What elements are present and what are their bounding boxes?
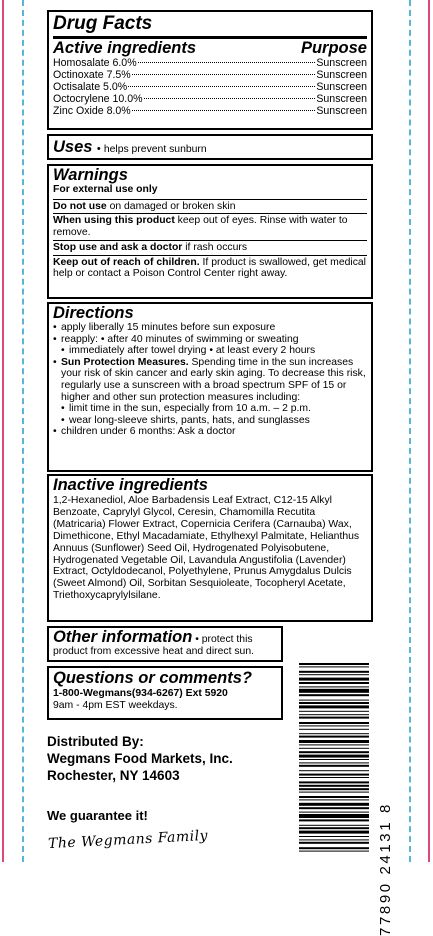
- warnings-heading: Warnings: [53, 166, 128, 184]
- barcode-bar: [299, 729, 369, 730]
- left-edge-line: [2, 0, 4, 862]
- barcode-bar: [299, 755, 369, 758]
- barcode-bar: [299, 781, 369, 783]
- inactive-ingredients-text: 1,2-Hexanediol, Aloe Barbadensis Leaf Extract, C12-15 Alkyl Benzoate, Caprylyl Glycol, Ceresin, Chamomilla Recutita (Matricaria) Flower Extract, Copernicia Cerifera (Carnauba) Wax, Dimethicone, Ethyl Macadamiate, Ethylhexyl Palmitate, Helianthus Annuus (Sunflower) Seed Oil, Hydrogenated Polyisobutene, Hydrogenated Vegetable Oil, Lavandula Angustifolia (Lavender) Extract, Octyldodecanol, Polyethylene, Prunus Amygdalus Dulcis (Sweet Almond) Oil, Sorbitan Sesquioleate, Tocopheryl Acetate, Triethoxycaprylylsilane.: [53, 495, 360, 602]
- barcode-bar: [299, 689, 369, 693]
- barcode-bars: [299, 663, 369, 856]
- barcode-bar: [299, 819, 369, 821]
- left-dashed-guide: [22, 0, 24, 862]
- questions-box: [47, 666, 283, 720]
- ingredient-purpose: Sunscreen: [316, 105, 367, 117]
- barcode-bar: [299, 788, 369, 790]
- barcode-bar: [299, 851, 369, 852]
- barcode-bar: [299, 759, 369, 760]
- barcode-bar: [299, 807, 369, 809]
- right-dashed-guide: [409, 0, 411, 862]
- distributor-city: Rochester, NY 14603: [47, 768, 180, 783]
- other-information-heading: Other information: [53, 628, 193, 646]
- ingredient-name: Octinoxate 7.5%: [53, 69, 131, 81]
- barcode-bar: [299, 740, 369, 743]
- keep-out-warning: Keep out of reach of children. If product is swallowed, get medical help or contact a Poison Control Center right away.: [53, 256, 366, 280]
- directions-box: [47, 302, 373, 472]
- ingredient-purpose: Sunscreen: [316, 93, 367, 105]
- distributor-company: Wegmans Food Markets, Inc.: [47, 751, 233, 766]
- other-information-text: protect this product from excessive heat and direct sun.: [53, 634, 254, 657]
- barcode-bar: [299, 785, 369, 787]
- ingredient-name: Octocrylene 10.0%: [53, 93, 143, 105]
- barcode-bar: [299, 814, 369, 818]
- barcode-bar: [299, 682, 369, 684]
- barcode-bar: [299, 666, 369, 667]
- guarantee-text: We guarantee it!: [47, 808, 148, 823]
- questions-heading: Questions or comments?: [53, 669, 252, 687]
- barcode-bar: [299, 762, 369, 763]
- ingredient-row: [53, 81, 367, 93]
- uses-heading: Uses: [53, 138, 93, 156]
- purpose-heading: Purpose: [300, 39, 367, 57]
- barcode-bar: [299, 702, 369, 704]
- ingredient-purpose: Sunscreen: [316, 57, 367, 69]
- barcode-bar: [299, 678, 369, 681]
- direction-item: • limit time in the sun, especially from 10 a.m. – 2 p.m.: [53, 403, 367, 415]
- barcode-bar: [299, 812, 369, 813]
- directions-list: [53, 322, 367, 438]
- barcode-bar: [299, 831, 369, 834]
- ingredient-name: Octisalate 5.0%: [53, 81, 128, 93]
- barcode-bar: [299, 751, 369, 753]
- barcode-bar: [299, 736, 369, 738]
- barcode-bar: [299, 827, 369, 829]
- barcode-bar: [299, 839, 369, 840]
- ingredient-name: Homosalate 6.0%: [53, 57, 137, 69]
- barcode-number: 77890 24131 8: [377, 802, 394, 936]
- warnings-box: [47, 164, 373, 299]
- direction-item: • wear long-sleeve shirts, pants, hats, and sunglasses: [53, 415, 367, 427]
- barcode-bar: [299, 777, 369, 778]
- ingredient-row: [53, 105, 367, 117]
- when-using-warning: When using this product keep out of eyes. Rinse with water to remove.: [53, 215, 348, 239]
- ingredient-row: [53, 69, 367, 81]
- barcode-bar: [299, 700, 369, 701]
- barcode-bar: [299, 714, 369, 715]
- directions-heading: Directions: [53, 304, 134, 322]
- barcode: [299, 663, 405, 936]
- direction-item: • Sun Protection Measures. Spending time in the sun increases your risk of skin cancer and early skin aging. To decrease this risk, regularly use a sunscreen with a broad spectrum SPF of 15 or higher and other sun protection measures including:: [53, 357, 367, 403]
- inactive-ingredients-heading: Inactive ingredients: [53, 476, 208, 494]
- barcode-bar: [299, 803, 369, 806]
- distributor-block: [47, 733, 233, 784]
- drug-facts-box: [47, 10, 373, 130]
- questions-phone: 1-800-Wegmans(934-6267) Ext 5920: [53, 688, 228, 699]
- barcode-bar: [299, 717, 369, 719]
- barcode-bar: [299, 796, 369, 798]
- barcode-bar: [299, 836, 369, 837]
- inactive-ingredients-box: [47, 474, 373, 622]
- other-information-box: Other information • protect this product from excessive heat and direct sun.: [47, 626, 283, 662]
- barcode-bar: [299, 663, 369, 665]
- uses-text: helps prevent sunburn: [103, 144, 207, 155]
- ingredient-list: [53, 57, 367, 117]
- ingredient-row: [53, 57, 367, 69]
- direction-item: • immediately after towel drying • at least every 2 hours: [53, 345, 367, 357]
- barcode-bar: [299, 799, 369, 800]
- do-not-use-warning: Do not use on damaged or broken skin: [53, 200, 236, 212]
- distributor-label: Distributed By:: [47, 734, 144, 749]
- barcode-bar: [299, 671, 369, 673]
- barcode-bar: [299, 847, 369, 849]
- barcode-bar: [299, 694, 369, 696]
- direction-item: • apply liberally 15 minutes before sun exposure: [53, 322, 367, 334]
- barcode-bar: [299, 765, 369, 767]
- barcode-bar: [299, 722, 369, 724]
- drug-facts-title: Drug Facts: [53, 13, 153, 34]
- direction-item: • reapply: • after 40 minutes of swimming or sweating: [53, 334, 367, 346]
- barcode-bar: [299, 792, 369, 793]
- barcode-bar: [299, 705, 369, 708]
- barcode-bar: [299, 733, 369, 734]
- ingredient-purpose: Sunscreen: [316, 81, 367, 93]
- ingredient-purpose: Sunscreen: [316, 69, 367, 81]
- direction-item: • children under 6 months: Ask a doctor: [53, 426, 367, 438]
- barcode-bar: [299, 744, 369, 745]
- signature: The Wegmans Family: [47, 827, 209, 853]
- barcode-bar: [299, 725, 369, 726]
- ingredient-row: [53, 93, 367, 105]
- ingredient-name: Zinc Oxide 8.0%: [53, 105, 131, 117]
- barcode-bar: [299, 686, 369, 687]
- uses-box: Uses • helps prevent sunburn: [47, 134, 373, 160]
- barcode-bar: [299, 711, 369, 712]
- right-edge-line: [428, 0, 430, 862]
- external-use-text: For external use only: [53, 184, 158, 195]
- barcode-bar: [299, 825, 369, 826]
- stop-use-warning: Stop use and ask a doctor if rash occurs: [53, 241, 248, 253]
- active-header-row: [53, 39, 367, 57]
- barcode-bar: [299, 674, 369, 675]
- active-ingredients-heading: Active ingredients: [53, 39, 197, 57]
- barcode-bar: [299, 770, 369, 771]
- barcode-bar: [299, 842, 369, 844]
- questions-hours: 9am - 4pm EST weekdays.: [53, 699, 178, 711]
- barcode-bar: [299, 748, 369, 749]
- barcode-bar: [299, 774, 369, 776]
